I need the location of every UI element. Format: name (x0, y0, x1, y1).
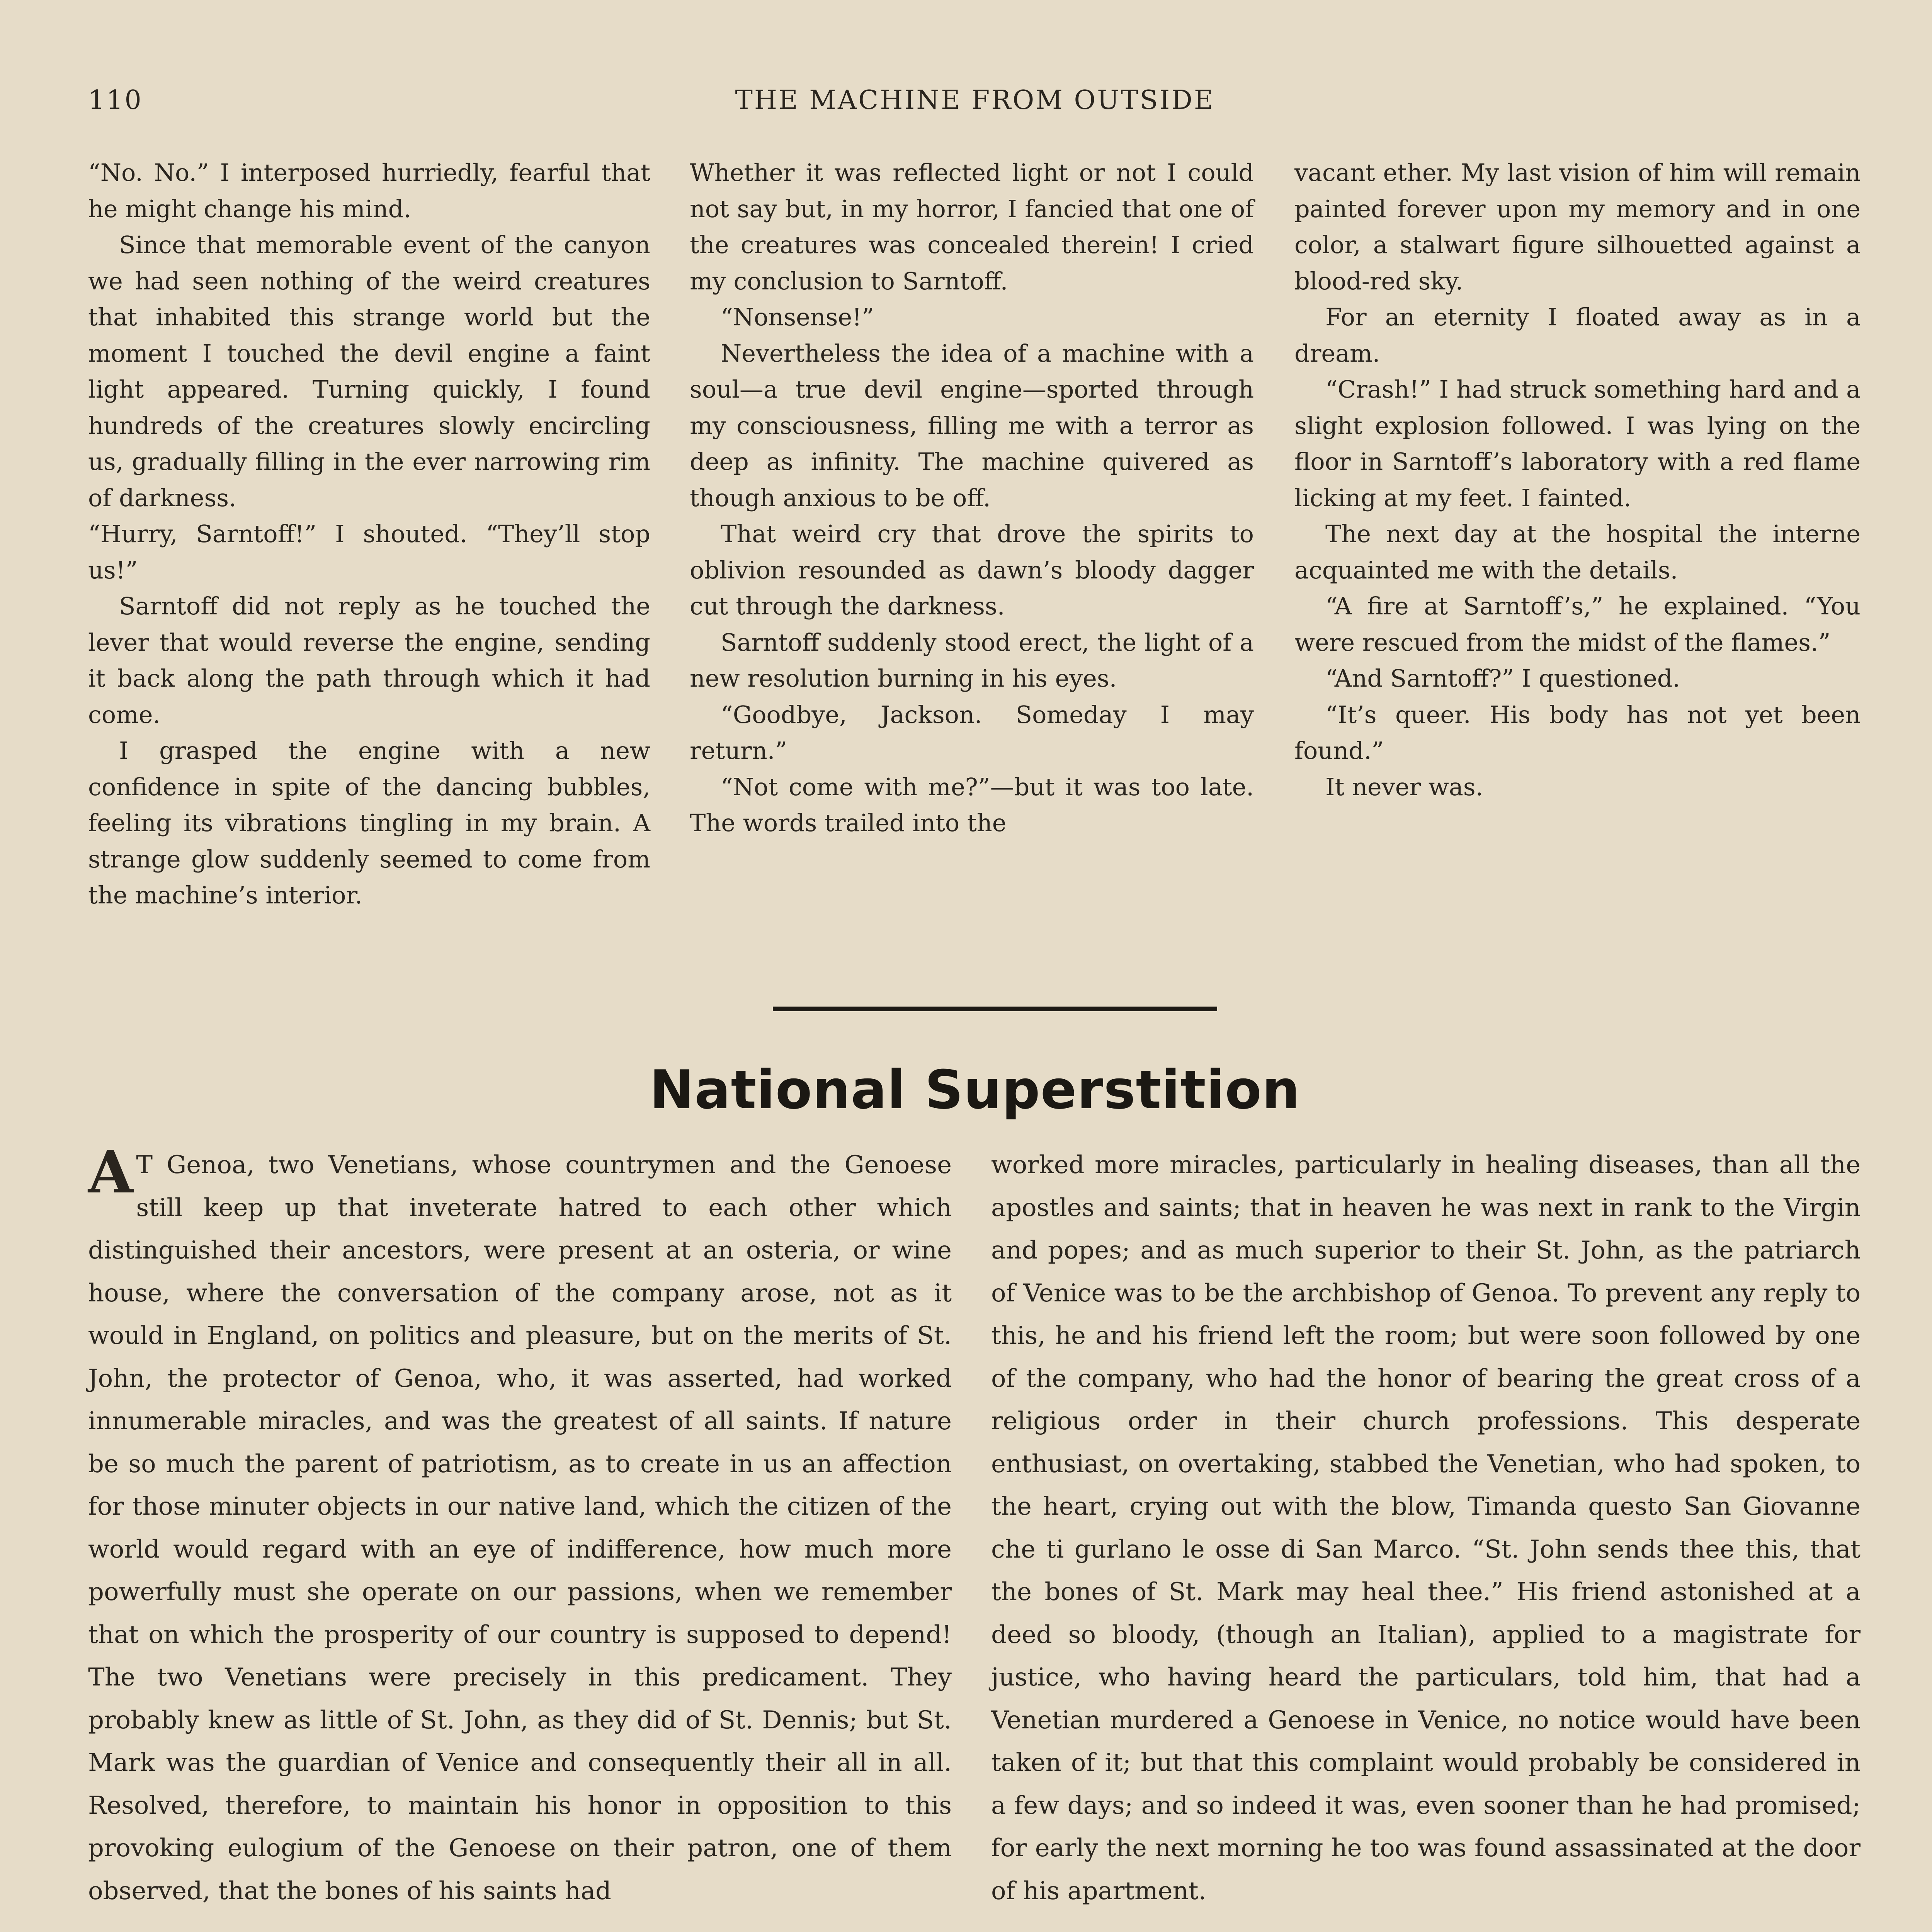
page-number: 110 (88, 85, 143, 116)
story-column-2 (690, 155, 1254, 970)
story-column-3 (1294, 155, 1861, 970)
story-paragraph: “And Sarntoff?” I questioned. (1325, 664, 1680, 692)
section-divider (773, 1007, 1217, 1011)
story-paragraph: “Goodbye, Jackson. Someday I may return.” (690, 700, 1254, 765)
story-column-1 (88, 155, 650, 970)
story-paragraph: “Nonsense!” (721, 303, 874, 331)
story-paragraph: Sarntoff suddenly stood erect, the light of a new resolution burning in his eyes. (690, 628, 1254, 692)
drop-cap: A (88, 1138, 133, 1206)
story-paragraph: For an eternity I floated away as in a dream. (1294, 303, 1861, 367)
story-paragraph: Nevertheless the idea of a machine with a soul—a true devil engine—sported through my consciousness, filling me with a terror as deep as infinity. The machine quivered as though anxious to be off. (690, 339, 1254, 512)
story-paragraph: Whether it was reflected light or not I could not say but, in my horror, I fancied that one of the creatures was concealed therein! I cried my conclusion to Sarntoff. (690, 158, 1254, 295)
article-text: T Genoa, two Venetians, whose countrymen and the Genoese still keep up that inveterate hatred to each other which distinguished their ancestors, were present at an osteria, or wine house, where the conversation of the company arose, not as it would in England, on politics and pleasure, but on the merits of St. John, the protector of Genoa, who, it was asserted, had worked innumerable miracles, and was the greatest of all saints. If nature be so much the parent of patriotism, as to create in us an affection for those minuter objects in our native land, which the citizen of the world would regard with an eye of indifference, how much more powerfully must she operate on our passions, when we remember that on which the prosperity of our country is supposed to depend! The two Venetians were precisely in this predicament. They probably knew as little of St. John, as they did of St. Dennis; but St. Mark was the guardian of Venice and consequently their all in all. Resolved, therefore, to maintain his honor in opposition to this provoking eulogium of the Genoese on their patron, one of them observed, that the bones of his saints had (88, 1151, 952, 1905)
article-title-superstition: National Superstition (649, 1059, 1301, 1121)
story-paragraph: It never was. (1325, 772, 1483, 801)
story-paragraph: “Not come with me?”—but it was too late. The words trailed into the (690, 772, 1254, 837)
superstition-column-2 (991, 1144, 1861, 1932)
story-paragraph: I grasped the engine with a new confidence in spite of the dancing bubbles, feeling its vibrations tingling in my brain. A strange glow suddenly seemed to come from the machine’s interior. (88, 736, 650, 909)
story-paragraph: Sarntoff did not reply as he touched the lever that would reverse the engine, sending it back along the path through which it had come. (88, 592, 650, 729)
story-paragraph: Since that memorable event of the canyon we had seen nothing of the weird creatures that inhabited this strange world but the moment I touched the devil engine a faint light appeared. Turning quickly, I found hundreds of the creatures slowly encircling us, gradually filling in the ever narrowing rim of darkness. (88, 231, 650, 512)
page-header (88, 77, 1862, 120)
story-paragraph: The next day at the hospital the interne acquainted me with the details. (1294, 520, 1861, 584)
story-paragraph: That weird cry that drove the spirits to oblivion resounded as dawn’s bloody dagger cut through the darkness. (690, 520, 1254, 620)
story-paragraph: “Crash!” I had struck something hard and a slight explosion followed. I was lying on the floor in Sarntoff’s laboratory with a red flame licking at my feet. I fainted. (1294, 375, 1861, 512)
story-paragraph: “Hurry, Sarntoff!” I shouted. “They’ll stop us!” (88, 520, 650, 584)
story-paragraph: “No. No.” I interposed hurriedly, fearful that he might change his mind. (88, 158, 650, 223)
article-text: worked more miracles, particularly in healing diseases, than all the apostles and saints; that in heaven he was next in rank to the Virgin and popes; and as much superior to their St. John, as the patriarch of Venice was to be the archbishop of Genoa. To prevent any reply to this, he and his friend left the room; but were soon followed by one of the company, who had the honor of bearing the great cross of a religious order in their church professions. This desperate enthusiast, on overtaking, stabbed the Venetian, who had spoken, to the heart, crying out with the blow, Timanda questo San Giovanne che ti gurlano le osse di San Marco. “St. John sends thee this, that the bones of St. Mark may heal thee.” His friend astonished at a deed so bloody, (though an Italian), applied to a magistrate for justice, who having heard the particulars, told him, that had a Venetian murdered a Genoese in Venice, no notice would have been taken of it; but that this complaint would probably be considered in a few days; and so indeed it was, even sooner than he had promised; for early the next morning he too was found assassinated at the door of his apartment. (991, 1151, 1861, 1905)
running-title: THE MACHINE FROM OUTSIDE (735, 85, 1215, 116)
superstition-column-1 (88, 1138, 952, 1932)
story-paragraph: “It’s queer. His body has not yet been found.” (1294, 700, 1861, 765)
story-paragraph: vacant ether. My last vision of him will remain painted forever upon my memory and in one color, a stalwart figure silhouetted against a blood-red sky. (1294, 158, 1861, 295)
story-paragraph: “A fire at Sarntoff’s,” he explained. “You were rescued from the midst of the flames.” (1294, 592, 1861, 656)
